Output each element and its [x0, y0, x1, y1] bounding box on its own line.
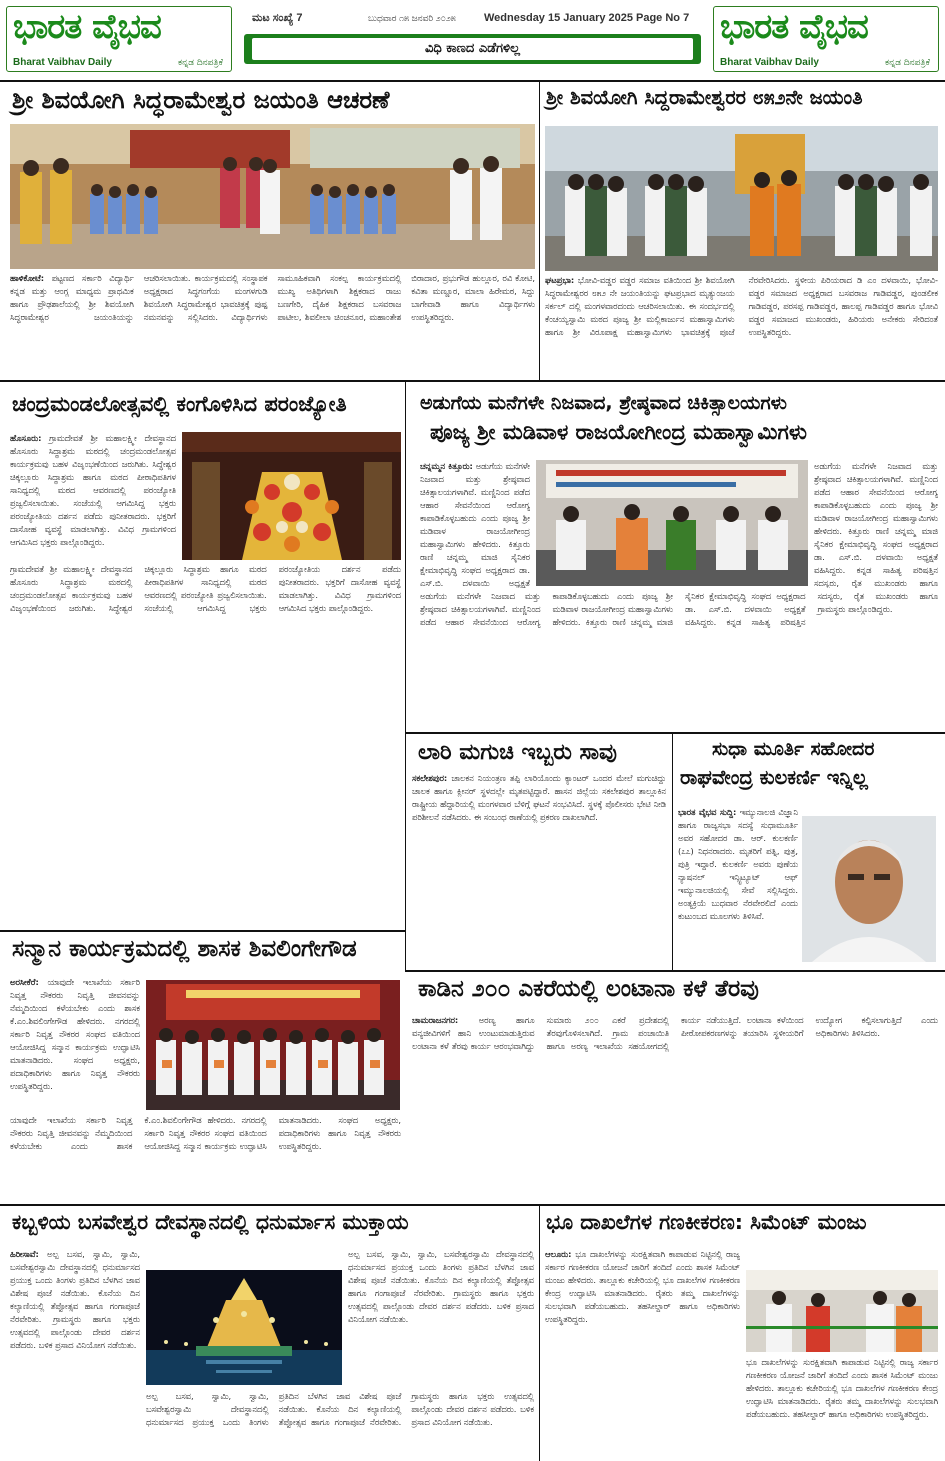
article-headline: ಸನ್ಮಾನ ಕಾರ್ಯಕ್ರಮದಲ್ಲಿ ಶಾಸಕ ಶಿವಲಿಂಗೇಗೌಡ	[12, 936, 357, 962]
column-rule	[539, 1206, 540, 1461]
article-headline: ಶ್ರೀ ಶಿವಯೋಗಿ ಸಿದ್ಧರಾಮೇಶ್ವರ ಜಯಂತಿ ಆಚರಣೆ	[12, 86, 390, 114]
logo-name: ಭಾರತ ವೈಭವ	[720, 7, 868, 47]
rule	[0, 930, 405, 932]
slogan-bar	[244, 34, 701, 64]
article-headline-line2: ರಾಘವೇಂದ್ರ ಕುಲಕರ್ಣಿ ಇನ್ನಿಲ್ಲ	[680, 766, 868, 789]
article-continued-body	[146, 1390, 534, 1456]
left-logo	[6, 6, 232, 72]
article-body	[10, 976, 140, 1110]
article-body	[420, 460, 530, 588]
rule	[0, 1204, 945, 1206]
temple-float-festival-photo	[146, 1270, 342, 1385]
article-dateline: ಆಲೂರು:	[545, 1249, 572, 1259]
article-dateline: ಚಾಮರಾಜನಗರ:	[412, 1015, 459, 1025]
article-dateline: ಅರಸೀಕೆರೆ:	[10, 977, 39, 987]
felicitation-ceremony-photo	[146, 980, 400, 1110]
article-text: ಅಡುಗೆಯ ಮನೆಗಳೇ ನಿಜವಾದ ಮತ್ತು ಶ್ರೇಷ್ಠವಾದ ಚಿಕಿತ್ಸಾಲಯಗಳಾಗಿವೆ. ಮಣ್ಣಿನಿಂದ ಪಡೆದ ಆಹಾರ ಸೇವನೆಯಿಂದ ಆರೋಗ್ಯ ಕಾಪಾಡಿಕೊಳ್ಳಬಹುದು ಎಂದು ಪೂಜ್ಯ ಶ್ರೀ ಮಡಿವಾಳ ರಾಜಯೋಗೀಂದ್ರ ಮಹಾಸ್ವಾಮಿಗಳು ಹೇಳಿದರು. ಕಿತ್ತೂರು ರಾಣಿ ಚನ್ನಮ್ಮ ಮಾಜಿ ಸೈನಿಕರ ಕ್ಷೇಮಾಭಿವೃದ್ಧಿ ಸಂಘದ ಅಧ್ಯಕ್ಷರಾದ ಡಾ. ಎಸ್.ಬಿ. ದಳವಾಯಿ ಅಧ್ಯಕ್ಷತೆ ವಹಿಸಿದ್ದರು. ಕನ್ನಡ ಸಾಹಿತ್ಯ ಪರಿಷತ್ತಿನ ಸದಸ್ಯರು, ರೈತ ಮುಖಂಡರು ಹಾಗೂ	[814, 461, 938, 588]
portrait-photo	[802, 816, 936, 962]
article-body	[10, 1248, 140, 1456]
article-text: ಭೂ ದಾಖಲೆಗಳನ್ನು ಸುರಕ್ಷಿತವಾಗಿ ಕಾಪಾಡುವ ನಿಟ್ಟಿನಲ್ಲಿ ರಾಜ್ಯ ಸರ್ಕಾರ ಗಣಕೀಕರಣ ಯೋಜನೆ ಜಾರಿಗೆ ತಂದಿದೆ ಎಂದು ಶಾಸಕ ಸಿಮೆಂಟ್ ಮಂಜು ಹೇಳಿದರು. ತಾಲ್ಲೂಕು ಕಚೇರಿಯಲ್ಲಿ ಭೂ ದಾಖಲೆಗಳ ಗಣಕೀಕರಣ ಕೇಂದ್ರ ಉದ್ಘಾಟಿಸಿ ಮಾತನಾಡಿದರು. ರೈತರು ತಮ್ಮ ದಾಖಲೆಗಳನ್ನು ಸುಲಭವಾಗಿ ಪಡೆಯಬಹುದು. ತಹಸೀಲ್ದಾರ್ ಹಾಗೂ ಅಧಿಕಾರಿಗಳು ಉಪಸ್ಥಿತರಿದ್ದರು.	[545, 1249, 740, 1324]
article-dateline: ಹಾಳಿಕೋಟೆ:	[10, 273, 45, 283]
slogan-text: ವಿಧಿ ಕಾಣದ ಎಡೆಗಳಿಲ್ಲ	[252, 38, 693, 60]
article-headline-line1: ಅಡುಗೆಯ ಮನೆಗಳೇ ನಿಜವಾದ, ಶ್ರೇಷ್ಠವಾದ ಚಿಕಿತ್ಸಾಲಯಗಳು	[420, 392, 787, 414]
logo-english-name: Bharat Vaibhav Daily	[720, 57, 819, 68]
article-dateline: ಹೊಸೂರು:	[10, 433, 42, 443]
logo-tagline: ಕನ್ನಡ ದಿನಪತ್ರಿಕೆ	[884, 58, 930, 68]
date-kannada: ಬುಧವಾರ ೧೫ ಜನವರಿ ೨೦೨೫	[368, 13, 456, 23]
article-body	[545, 274, 938, 376]
logo-english-name: Bharat Vaibhav Daily	[13, 57, 112, 68]
logo-name: ಭಾರತ ವೈಭವ	[13, 7, 161, 47]
column-rule	[539, 82, 540, 380]
article-body	[10, 272, 535, 376]
issue-bar	[244, 6, 701, 32]
article-text: ಅರಣ್ಯ ಹಾಗೂ ವನ್ಯಜೀವಿಗಳಿಗೆ ಹಾನಿ ಉಂಟುಮಾಡುತ್ತಿರುವ ಲಂಟಾನಾ ಕಳೆ ತೆರವು ಕಾರ್ಯ ಆರಂಭವಾಗಿದ್ದು ಸುಮಾರು ೨೦೦ ಎಕರೆ ಪ್ರದೇಶದಲ್ಲಿ ತೆರವುಗೊಳಿಸಲಾಗಿದೆ. ಗ್ರಾಮ ಪಂಚಾಯಿತಿ ಹಾಗೂ ಅರಣ್ಯ ಇಲಾಖೆಯ ಸಹಯೋಗದಲ್ಲಿ ಕಾರ್ಯ ನಡೆಯುತ್ತಿದೆ. ಲಂಟಾನಾ ಕಳೆಯಿಂದ ಪೀಠೋಪಕರಣಗಳನ್ನು ತಯಾರಿಸಿ ಸ್ಥಳೀಯರಿಗೆ ಉದ್ಯೋಗ ಕಲ್ಪಿಸಲಾಗುತ್ತಿದೆ ಎಂದು ಅಧಿಕಾರಿಗಳು ತಿಳಿಸಿದರು.	[412, 1015, 938, 1051]
article-side-body	[814, 460, 938, 588]
students-group-photo	[10, 124, 535, 269]
article-headline-line1: ಸುಧಾ ಮೂರ್ತಿ ಸಹೋದರ	[712, 738, 875, 760]
seminar-stage-photo	[536, 460, 808, 586]
article-dateline: ಸಕಲೇಶಪುರ:	[412, 773, 448, 783]
article-text: ಯಾವುದೇ ಇಲಾಖೆಯ ಸರ್ಕಾರಿ ನಿವೃತ್ತ ನೌಕರರು ನಿವೃತ್ತಿ ಜೀವನವನ್ನು ನೆಮ್ಮದಿಯಿಂದ ಕಳೆಯಬೇಕು ಎಂದು ಶಾಸಕ ಕೆ.ಎಂ.ಶಿವಲಿಂಗೇಗೌಡ ಹೇಳಿದರು. ನಗರದಲ್ಲಿ ಸರ್ಕಾರಿ ನಿವೃತ್ತ ನೌಕರರ ಸಂಘದ ವತಿಯಿಂದ ಆಯೋಜಿಸಿದ್ದ ಸನ್ಮಾನ ಕಾರ್ಯಕ್ರಮ ಉದ್ಘಾಟಿಸಿ ಮಾತನಾಡಿದರು. ಸಂಘದ ಅಧ್ಯಕ್ಷರು, ಪದಾಧಿಕಾರಿಗಳು ಹಾಗೂ ನಿವೃತ್ತ ನೌಕರರು ಉಪಸ್ಥಿತರಿದ್ದರು.	[10, 977, 140, 1091]
article-headline-line2: ಪೂಜ್ಯ ಶ್ರೀ ಮಡಿವಾಳ ರಾಜಯೋಗೀಂದ್ರ ಮಹಾಸ್ವಾಮಿಗಳು	[430, 420, 807, 444]
inauguration-ribbon-cutting-photo	[746, 1270, 938, 1352]
rule	[406, 970, 945, 972]
article-body	[545, 1248, 740, 1456]
article-text: ಇಮ್ಯುನಾಲಜಿ ವಿಜ್ಞಾನಿ ಹಾಗೂ ರಾಜ್ಯಸಭಾ ಸದಸ್ಯೆ ಸುಧಾಮೂರ್ತಿ ಅವರ ಸಹೋದರ ಡಾ. ಆರ್. ಕುಲಕರ್ಣಿ (೭೭) ನಿಧನರಾದರು. ಮೃತರಿಗೆ ಪತ್ನಿ, ಪುತ್ರ, ಪುತ್ರಿ ಇದ್ದಾರೆ. ಕುಲಕರ್ಣಿ ಅವರು ಪುಣೆಯ ನ್ಯಾಷನಲ್ ಇನ್ಸ್ಟಿಟ್ಯೂಟ್ ಆಫ್ ಇಮ್ಯುನಾಲಜಿಯಲ್ಲಿ ಸೇವೆ ಸಲ್ಲಿಸಿದ್ದರು. ಅಂತ್ಯಕ್ರಿಯೆ ಬುಧವಾರ ನೆರವೇರಲಿದೆ ಎಂದು ಕುಟುಂಬದ ಮೂಲಗಳು ತಿಳಿಸಿವೆ.	[678, 807, 798, 921]
rule	[0, 80, 945, 82]
article-headline: ಶ್ರೀ ಶಿವಯೋಗಿ ಸಿದ್ದರಾಮೇಶ್ವರರ ೮೫೨ನೇ ಜಯಂತಿ	[546, 86, 863, 109]
article-continued-body	[10, 563, 401, 926]
article-text: ಅಡುಗೆಯ ಮನೆಗಳೇ ನಿಜವಾದ ಮತ್ತು ಶ್ರೇಷ್ಠವಾದ ಚಿಕಿತ್ಸಾಲಯಗಳಾಗಿವೆ. ಮಣ್ಣಿನಿಂದ ಪಡೆದ ಆಹಾರ ಸೇವನೆಯಿಂದ ಆರೋಗ್ಯ ಕಾಪಾಡಿಕೊಳ್ಳಬಹುದು ಎಂದು ಪೂಜ್ಯ ಶ್ರೀ ಮಡಿವಾಳ ರಾಜಯೋಗೀಂದ್ರ ಮಹಾಸ್ವಾಮಿಗಳು ಹೇಳಿದರು. ಕಿತ್ತೂರು ರಾಣಿ ಚನ್ನಮ್ಮ ಮಾಜಿ ಸೈನಿಕರ ಕ್ಷೇಮಾಭಿವೃದ್ಧಿ ಸಂಘದ ಅಧ್ಯಕ್ಷರಾದ ಡಾ. ಎಸ್.ಬಿ. ದಳವಾಯಿ ಅಧ್ಯಕ್ಷತೆ	[420, 461, 530, 588]
article-text: ಗ್ರಾಮದೇವತೆ ಶ್ರೀ ಮಹಾಲಕ್ಷ್ಮೀ ದೇವಸ್ಥಾನದ ಹೊಸೂರು ಸಿದ್ಧಾಶ್ರಮ ಮಠದಲ್ಲಿ ಚಂದ್ರಮಂಡಲೋತ್ಸವ ಕಾರ್ಯಕ್ರಮವು ಬಹಳ ವಿಜೃಂಭಣೆಯಿಂದ ಜರುಗಿತು. ಸಿದ್ಧೇಶ್ವರ ಚಿಕ್ಕಲ್ಲೂರು ಸಿದ್ಧಾಶ್ರಮ ಹಾಗೂ ಮಠದ ಪೀಠಾಧಿಪತಿಗಳ ಸಾನಿಧ್ಯದಲ್ಲಿ ಮಠದ ಆವರಣದಲ್ಲಿ ಪರಂಜ್ಯೋತಿ ಪ್ರಜ್ವಲಿಸಲಾಯಿತು. ಸಂಜೆಯಲ್ಲಿ ಆಗಮಿಸಿದ್ದ ಭಕ್ತರು ಪರಂಜ್ಯೋತಿಯ ದರ್ಶನ ಪಡೆದು ಪುನೀತರಾದರು. ಭಕ್ತರಿಗೆ ದಾಸೋಹ ವ್ಯವಸ್ಥೆ ಮಾಡಲಾಗಿತ್ತು. ವಿವಿಧ ಗ್ರಾಮಗಳಿಂದ ಆಗಮಿಸಿದ ಭಕ್ತರು ಪಾಲ್ಗೊಂಡಿದ್ದರು.	[10, 433, 176, 547]
article-text: ಭೂ ದಾಖಲೆಗಳನ್ನು ಸುರಕ್ಷಿತವಾಗಿ ಕಾಪಾಡುವ ನಿಟ್ಟಿನಲ್ಲಿ ರಾಜ್ಯ ಸರ್ಕಾರ ಗಣಕೀಕರಣ ಯೋಜನೆ ಜಾರಿಗೆ ತಂದಿದೆ ಎಂದು ಶಾಸಕ ಸಿಮೆಂಟ್ ಮಂಜು ಹೇಳಿದರು. ತಾಲ್ಲೂಕು ಕಚೇರಿಯಲ್ಲಿ ಭೂ ದಾಖಲೆಗಳ ಗಣಕೀಕರಣ ಕೇಂದ್ರ ಉದ್ಘಾಟಿಸಿ ಮಾತನಾಡಿದರು. ರೈತರು ತಮ್ಮ ದಾಖಲೆಗಳನ್ನು ಸುಲಭವಾಗಿ ಪಡೆಯಬಹುದು. ತಹಸೀಲ್ದಾರ್ ಹಾಗೂ ಅಧಿಕಾರಿಗಳು ಉಪಸ್ಥಿತರಿದ್ದರು.	[746, 1357, 938, 1419]
right-logo	[713, 6, 939, 72]
article-text: ಅಲ್ಪ ಬಸವ, ಸ್ವಾಮಿ, ಸ್ವಾಮಿ, ಬಸವೇಶ್ವರಸ್ವಾಮಿ ದೇವಸ್ಥಾನದಲ್ಲಿ ಧನುರ್ಮಾಸದ ಪ್ರಯುಕ್ತ ಒಂದು ತಿಂಗಳು ಪ್ರತಿದಿನ ಬೆಳಗಿನ ಜಾವ ವಿಶೇಷ ಪೂಜೆ ನಡೆಯಿತು. ಕೊನೆಯ ದಿನ ಕಲ್ಯಾಣಿಯಲ್ಲಿ ತೆಪ್ಪೋತ್ಸವ ಹಾಗೂ ಗಂಗಾಪೂಜೆ ನೆರವೇರಿತು. ಗ್ರಾಮಸ್ಥರು ಹಾಗೂ ಭಕ್ತರು ಉತ್ಸವದಲ್ಲಿ ಪಾಲ್ಗೊಂಡು ದೇವರ ದರ್ಶನ ಪಡೆದರು. ಬಳಿಕ ಪ್ರಸಾದ ವಿನಿಯೋಗ ನಡೆಯಿತು.	[146, 1391, 534, 1427]
rule	[406, 732, 945, 734]
article-body	[412, 772, 666, 967]
article-dateline: ಚನ್ನಮ್ಮನ ಕಿತ್ತೂರು:	[420, 461, 473, 471]
article-headline: ಕಾಡಿನ ೨೦೦ ಎಕರೆಯಲ್ಲಿ ಲಂಟಾನಾ ಕಳೆ ತೆರವು	[418, 976, 759, 1002]
article-text: ಪಟ್ಟಣದ ಸರ್ಕಾರಿ ವಿದ್ಯಾರ್ಥಿ ಕನ್ನಡ ಮತ್ತು ಆಂಗ್ಲ ಮಾಧ್ಯಮ ಪ್ರಾಥಮಿಕ ಹಾಗೂ ಪ್ರೌಢಶಾಲೆಯಲ್ಲಿ ಶ್ರೀ ಶಿವಯೋಗಿ ಸಿದ್ಧರಾಮೇಶ್ವರ ಜಯಂತಿಯನ್ನು ಆಚರಿಸಲಾಯಿತು. ಕಾರ್ಯಕ್ರಮದಲ್ಲಿ ಸಂಸ್ಥಾಪಕ ಅಧ್ಯಕ್ಷರಾದ ಸಿದ್ಧಗಂಗೆಯ ಮಂಗಳಗುಡಿ ಶಿವಯೋಗಿ ಸಿದ್ಧರಾಮೇಶ್ವರ ಭಾವಚಿತ್ರಕ್ಕೆ ಪುಷ್ಪ ನಮನವನ್ನು ಸಲ್ಲಿಸಿದರು. ವಿದ್ಯಾರ್ಥಿಗಳು ಸಾಮೂಹಿಕವಾಗಿ ಸಂಕಲ್ಪ ಕಾರ್ಯಕ್ರಮದಲ್ಲಿ ಮುಖ್ಯ ಅತಿಥಿಗಳಾಗಿ ಶಿಕ್ಷಕರಾದ ರಾಜು ಬಣಗೇರಿ, ದೈಹಿಕ ಶಿಕ್ಷಕರಾದ ಬಸವರಾಜ ಪಾಟೀಲ, ಶಿವಲೀಲಾ ಚಿಂಚನೂರ, ಮಹಾಂತೇಶ ಬಿರಾದಾರ, ಪ್ರಭುಗೌಡ ಹುಲ್ಲೂರ, ರವಿ ಕೋಟಿ, ಕವಿತಾ ಮಣ್ಣೂರ, ಮಾಲಾ ಹಿರೇಮಠ, ಸಿದ್ದು ಬಾಗೇವಾಡಿ ಹಾಗೂ ವಿದ್ಯಾರ್ಥಿಗಳು ಉಪಸ್ಥಿತರಿದ್ದರು.	[10, 273, 535, 322]
column-rule	[672, 734, 673, 970]
article-dateline: ಘಟಪ್ರಭಾ:	[545, 275, 575, 285]
community-gathering-photo	[545, 126, 938, 271]
article-text: ಅಲ್ಪ ಬಸವ, ಸ್ವಾಮಿ, ಸ್ವಾಮಿ, ಬಸವೇಶ್ವರಸ್ವಾಮಿ ದೇವಸ್ಥಾನದಲ್ಲಿ ಧನುರ್ಮಾಸದ ಪ್ರಯುಕ್ತ ಒಂದು ತಿಂಗಳು ಪ್ರತಿದಿನ ಬೆಳಗಿನ ಜಾವ ವಿಶೇಷ ಪೂಜೆ ನಡೆಯಿತು. ಕೊನೆಯ ದಿನ ಕಲ್ಯಾಣಿಯಲ್ಲಿ ತೆಪ್ಪೋತ್ಸವ ಹಾಗೂ ಗಂಗಾಪೂಜೆ ನೆರವೇರಿತು. ಗ್ರಾಮಸ್ಥರು ಹಾಗೂ ಭಕ್ತರು ಉತ್ಸವದಲ್ಲಿ ಪಾಲ್ಗೊಂಡು ದೇವರ ದರ್ಶನ ಪಡೆದರು. ಬಳಿಕ ಪ್ರಸಾದ ವಿನಿಯೋಗ ನಡೆಯಿತು.	[10, 1249, 140, 1350]
logo-tagline: ಕನ್ನಡ ದಿನಪತ್ರಿಕೆ	[177, 58, 223, 68]
rule	[0, 380, 945, 382]
article-headline: ಚಂದ್ರಮಂಡಲೋತ್ಸವಲ್ಲಿ ಕಂಗೊಳಿಸಿದ ಪರಂಜ್ಯೋತಿ	[12, 392, 347, 416]
date-english: Wednesday 15 January 2025	[484, 12, 633, 24]
article-headline: ಭೂ ದಾಖಲೆಗಳ ಗಣಕೀಕರಣ: ಸಿಮೆಂಟ್ ಮಂಜು	[546, 1210, 867, 1234]
article-continued-body	[10, 1114, 401, 1200]
article-text: ಅಲ್ಪ ಬಸವ, ಸ್ವಾಮಿ, ಸ್ವಾಮಿ, ಬಸವೇಶ್ವರಸ್ವಾಮಿ ದೇವಸ್ಥಾನದಲ್ಲಿ ಧನುರ್ಮಾಸದ ಪ್ರಯುಕ್ತ ಒಂದು ತಿಂಗಳು ಪ್ರತಿದಿನ ಬೆಳಗಿನ ಜಾವ ವಿಶೇಷ ಪೂಜೆ ನಡೆಯಿತು. ಕೊನೆಯ ದಿನ ಕಲ್ಯಾಣಿಯಲ್ಲಿ ತೆಪ್ಪೋತ್ಸವ ಹಾಗೂ ಗಂಗಾಪೂಜೆ ನೆರವೇರಿತು. ಗ್ರಾಮಸ್ಥರು ಹಾಗೂ ಭಕ್ತರು ಉತ್ಸವದಲ್ಲಿ ಪಾಲ್ಗೊಂಡು ದೇವರ ದರ್ಶನ ಪಡೆದರು. ಬಳಿಕ ಪ್ರಸಾದ ವಿನಿಯೋಗ ನಡೆಯಿತು.	[348, 1249, 534, 1324]
article-dateline: ಹಿರೀಸಾವೆ:	[10, 1249, 39, 1259]
article-side-body	[348, 1248, 534, 1388]
article-text: ಭೋವಿ-ವಡ್ಡರ ವಡ್ಡರ ಸಮಾಜ ವತಿಯಿಂದ ಶ್ರೀ ಶಿವಯೋಗಿ ಸಿದ್ಧರಾಮೇಶ್ವರರ ೮೫೨ ನೇ ಜಯಂತಿಯನ್ನು ಘಟಪ್ರಭಾದ ಮೃತ್ಯುಂಜಯ ಸರ್ಕಲ್ ದಲ್ಲಿ ಮಂಗಳವಾರದಂದು ಆಚರಿಸಲಾಯಿತು. ಈ ಸಂದರ್ಭದಲ್ಲಿ ಕೆಂಚಯ್ಯಸ್ವಾಮಿ ಮಠದ ಪೂಜ್ಯ ಶ್ರೀ ಮಲ್ಲಿಕಾರ್ಜುನ ಮಹಾಸ್ವಾಮಿಗಳು ಹಾಗೂ ಶ್ರೀ ವಿರೂಪಾಕ್ಷ ಮಹಾಸ್ವಾಮಿಗಳು ಭಾವಚಿತ್ರಕ್ಕೆ ಪೂಜೆ ನೆರವೇರಿಸಿದರು. ಸ್ಥಳೀಯ ಪಿರಿಯರಾದ ಡಿ ಎಂ ದಳವಾಯಿ, ಭೋವಿ-ವಡ್ಡರ ಸಮಾಜದ ಅಧ್ಯಕ್ಷರಾದ ಬಸವರಾಜ ಗಾಡಿವಡ್ಡರ, ಪುಂಡಲೀಕ ಗಾಡಿವಡ್ಡರ, ಪರಸಪ್ಪ ಗಾಡಿವಡ್ಡರ, ಹಾಲಪ್ಪ ಗಾಡಿವಡ್ಡರ ಹಾಗೂ ಭೋವಿ ವಡ್ಡರ ಸಮಾಜದ ಮುಖಂಡರು, ಹಿರಿಯರು ಅನೇಕರು ಸೇರಿದಂತೆ ಉಪಸ್ಥಿತರಿದ್ದರು.	[545, 275, 938, 337]
column-rule	[405, 382, 406, 972]
article-side-body	[746, 1356, 938, 1456]
article-body	[10, 432, 176, 560]
article-text: ಅಡುಗೆಯ ಮನೆಗಳೇ ನಿಜವಾದ ಮತ್ತು ಶ್ರೇಷ್ಠವಾದ ಚಿಕಿತ್ಸಾಲಯಗಳಾಗಿವೆ. ಮಣ್ಣಿನಿಂದ ಪಡೆದ ಆಹಾರ ಸೇವನೆಯಿಂದ ಆರೋಗ್ಯ ಕಾಪಾಡಿಕೊಳ್ಳಬಹುದು ಎಂದು ಪೂಜ್ಯ ಶ್ರೀ ಮಡಿವಾಳ ರಾಜಯೋಗೀಂದ್ರ ಮಹಾಸ್ವಾಮಿಗಳು ಹೇಳಿದರು. ಕಿತ್ತೂರು ರಾಣಿ ಚನ್ನಮ್ಮ ಮಾಜಿ ಸೈನಿಕರ ಕ್ಷೇಮಾಭಿವೃದ್ಧಿ ಸಂಘದ ಅಧ್ಯಕ್ಷರಾದ ಡಾ. ಎಸ್.ಬಿ. ದಳವಾಯಿ ಅಧ್ಯಕ್ಷತೆ ವಹಿಸಿದ್ದರು. ಕನ್ನಡ ಸಾಹಿತ್ಯ ಪರಿಷತ್ತಿನ ಸದಸ್ಯರು, ರೈತ ಮುಖಂಡರು ಹಾಗೂ ಗ್ರಾಮಸ್ಥರು ಪಾಲ್ಗೊಂಡಿದ್ದರು.	[420, 591, 938, 627]
article-continued-body	[420, 590, 938, 728]
article-headline: ಕಬ್ಬಳಿಯ ಬಸವೇಶ್ವರ ದೇವಸ್ಥಾನದಲ್ಲಿ ಧನುರ್ಮಾಸ ಮುಕ್ತಾಯ	[12, 1210, 409, 1234]
flower-decorated-deity-photo	[182, 432, 401, 560]
article-text: ಗ್ರಾಮದೇವತೆ ಶ್ರೀ ಮಹಾಲಕ್ಷ್ಮೀ ದೇವಸ್ಥಾನದ ಹೊಸೂರು ಸಿದ್ಧಾಶ್ರಮ ಮಠದಲ್ಲಿ ಚಂದ್ರಮಂಡಲೋತ್ಸವ ಕಾರ್ಯಕ್ರಮವು ಬಹಳ ವಿಜೃಂಭಣೆಯಿಂದ ಜರುಗಿತು. ಸಿದ್ಧೇಶ್ವರ ಚಿಕ್ಕಲ್ಲೂರು ಸಿದ್ಧಾಶ್ರಮ ಹಾಗೂ ಮಠದ ಪೀಠಾಧಿಪತಿಗಳ ಸಾನಿಧ್ಯದಲ್ಲಿ ಮಠದ ಆವರಣದಲ್ಲಿ ಪರಂಜ್ಯೋತಿ ಪ್ರಜ್ವಲಿಸಲಾಯಿತು. ಸಂಜೆಯಲ್ಲಿ ಆಗಮಿಸಿದ್ದ ಭಕ್ತರು ಪರಂಜ್ಯೋತಿಯ ದರ್ಶನ ಪಡೆದು ಪುನೀತರಾದರು. ಭಕ್ತರಿಗೆ ದಾಸೋಹ ವ್ಯವಸ್ಥೆ ಮಾಡಲಾಗಿತ್ತು. ವಿವಿಧ ಗ್ರಾಮಗಳಿಂದ ಆಗಮಿಸಿದ ಭಕ್ತರು ಪಾಲ್ಗೊಂಡಿದ್ದರು.	[10, 564, 401, 613]
article-dateline: ಭಾರತ ವೈಭವ ಸುದ್ದಿ:	[678, 807, 737, 817]
article-body	[678, 806, 798, 966]
article-headline: ಲಾರಿ ಮಗುಚಿ ಇಬ್ಬರು ಸಾವು	[418, 740, 617, 765]
article-body	[412, 1014, 938, 1200]
page-number: Page No 7	[636, 12, 690, 24]
issue-number: ಮಟ ಸಂಖ್ಯೆ 7	[252, 12, 303, 24]
masthead	[0, 0, 945, 80]
article-text: ಚಾಲಕನ ನಿಯಂತ್ರಣ ತಪ್ಪಿ ಲಾರಿಯೊಂದು ಕ್ಯಾಂಟರ್ ಒಂದರ ಮೇಲೆ ಮಗುಚಿದ್ದು ಚಾಲಕ ಹಾಗೂ ಕ್ಲೀನರ್ ಸ್ಥಳದಲ್ಲೇ ಮೃತಪಟ್ಟಿದ್ದಾರೆ. ಹಾಸನ ಜಿಲ್ಲೆಯ ಸಕಲೇಶಪುರ ತಾಲ್ಲೂಕಿನ ರಾಷ್ಟ್ರೀಯ ಹೆದ್ದಾರಿಯಲ್ಲಿ ಮಂಗಳವಾರ ಬೆಳಿಗ್ಗೆ ಘಟನೆ ಸಂಭವಿಸಿದೆ. ಸ್ಥಳಕ್ಕೆ ಪೊಲೀಸರು ಭೇಟಿ ನೀಡಿ ಪರಿಶೀಲನೆ ನಡೆಸಿದರು. ಈ ಸಂಬಂಧ ಠಾಣೆಯಲ್ಲಿ ಪ್ರಕರಣ ದಾಖಲಾಗಿದೆ.	[412, 773, 666, 822]
article-text: ಯಾವುದೇ ಇಲಾಖೆಯ ಸರ್ಕಾರಿ ನಿವೃತ್ತ ನೌಕರರು ನಿವೃತ್ತಿ ಜೀವನವನ್ನು ನೆಮ್ಮದಿಯಿಂದ ಕಳೆಯಬೇಕು ಎಂದು ಶಾಸಕ ಕೆ.ಎಂ.ಶಿವಲಿಂಗೇಗೌಡ ಹೇಳಿದರು. ನಗರದಲ್ಲಿ ಸರ್ಕಾರಿ ನಿವೃತ್ತ ನೌಕರರ ಸಂಘದ ವತಿಯಿಂದ ಆಯೋಜಿಸಿದ್ದ ಸನ್ಮಾನ ಕಾರ್ಯಕ್ರಮ ಉದ್ಘಾಟಿಸಿ ಮಾತನಾಡಿದರು. ಸಂಘದ ಅಧ್ಯಕ್ಷರು, ಪದಾಧಿಕಾರಿಗಳು ಹಾಗೂ ನಿವೃತ್ತ ನೌಕರರು ಉಪಸ್ಥಿತರಿದ್ದರು.	[10, 1115, 401, 1151]
